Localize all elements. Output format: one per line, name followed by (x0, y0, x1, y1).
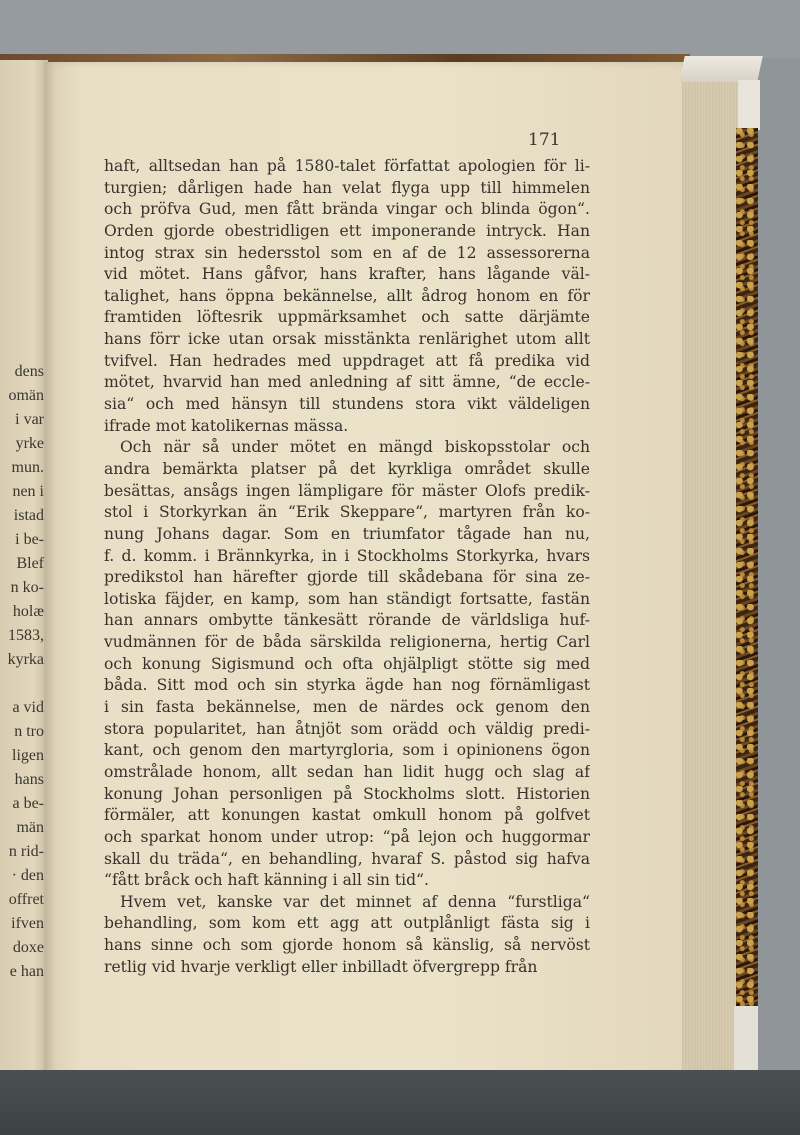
text-line: nung Johans dagar. Som en triumfator tågade han nu, (104, 524, 590, 543)
text-line: hans sinne och som gjorde honom så känslig, så nervöst (104, 936, 590, 955)
text-line: Och när så under mötet en mängd biskopsstolar och (120, 438, 590, 457)
left-page-fragment: e han (9, 963, 44, 980)
left-page-fragment: ifven (11, 915, 44, 932)
left-page-fragment: dens (14, 363, 44, 380)
text-line: retlig vid hvarje verkligt eller inbilladt öfvergrepp från (104, 957, 538, 976)
left-page-fragment: i var (15, 411, 44, 428)
text-line: och sparkat honom under utrop: “på lejon och huggormar (104, 827, 590, 846)
text-line: och konung Sigismund och ofta ohjälpligt stötte sig med (104, 654, 590, 673)
left-page-fragment: i be- (15, 531, 44, 548)
text-line: stol i Storkyrkan än “Erik Skeppare“, martyren från ko- (104, 503, 590, 522)
text-line: Orden gjorde obestridligen ett imponerande intryck. Han (104, 221, 590, 240)
left-page-fragment: n rid- (8, 843, 44, 860)
left-page-fragment: yrke (15, 435, 44, 452)
text-line: Hvem vet, kanske var det minnet af denna “furstliga“ (120, 892, 590, 911)
page-fore-edge (682, 64, 738, 1082)
text-line: turgien; dårligen hade han velat flyga upp till himmelen (104, 178, 590, 197)
text-line: i sin fasta bekännelse, men de närdes ock genom den (104, 698, 590, 717)
text-line: stora popularitet, han åtnjöt som orädd och väldig predi- (104, 719, 590, 738)
text-line: intog strax sin hedersstol som en af de 12 assessorerna (104, 243, 590, 262)
text-line: besättas, ansågs ingen lämpligare för mäster Olofs predik- (104, 481, 590, 500)
left-page-fragment: hans (14, 771, 44, 788)
left-page-fragment: mun. (11, 459, 44, 476)
text-line: han annars ombytte tänkesätt rörande de världsliga huf- (104, 611, 590, 630)
text-line: ifrade mot katolikernas mässa. (104, 416, 349, 435)
page-corner (679, 56, 763, 82)
left-page-fragment: Blef (16, 555, 44, 572)
text-line: konung Johan personligen på Stockholms slott. Historien (104, 784, 590, 803)
left-page-fragment: ligen (12, 747, 44, 764)
scan-background-top (0, 0, 800, 58)
text-line: talighet, hans öppna bekännelse, allt ådrog honom en för (104, 286, 590, 305)
text-line: omstrålade honom, allt sedan han lidit hugg och slag af (104, 762, 590, 781)
left-page-fragment: · den (11, 867, 44, 884)
endpaper-bottom (734, 1006, 758, 1072)
text-line: vudmännen för de båda särskilda religionerna, hertig Carl (104, 633, 590, 652)
left-page-fragment: offret (8, 891, 44, 908)
endpaper-top (738, 80, 760, 130)
text-line: och pröfva Gud, men fått brända vingar och blinda ögon“. (104, 200, 590, 219)
text-line: andra bemärkta platser på det kyrkliga området skulle (104, 459, 590, 478)
text-line: predikstol han härefter gjorde till skådebana för sina ze- (104, 568, 590, 587)
text-line: vid mötet. Hans gåfvor, hans krafter, hans lågande väl- (104, 265, 590, 284)
text-line: haft, alltsedan han på 1580-talet författat apologien för li- (104, 157, 590, 175)
left-page-fragment: doxe (12, 939, 44, 956)
text-line: “fått bråck och haft känning i all sin tid“. (104, 871, 429, 890)
left-page-fragment: omän (8, 387, 44, 404)
left-page-fragment: 1583, (8, 627, 44, 644)
text-line: f. d. komm. i Brännkyrka, in i Stockholms Storkyrka, hvars (104, 546, 590, 565)
marbled-board (736, 128, 758, 1010)
text-line: lotiska fäjder, en kamp, som han ständigt fortsatte, fastän (104, 589, 590, 608)
left-page-fragment: a be- (12, 795, 44, 812)
text-line: framtiden löftesrik uppmärksamhet och satte därjämte (104, 308, 590, 327)
left-page-fragment: kyrka (7, 651, 44, 668)
left-page-fragment: n ko- (10, 579, 44, 596)
left-page-fragment: nen i (12, 483, 44, 500)
text-line: kant, och genom den martyrgloria, som i opinionens ögon (104, 741, 590, 760)
text-line: sia“ och med hänsyn till stundens stora vikt väldeligen (104, 395, 590, 414)
text-line: behandling, som kom ett agg att outplånligt fästa sig i (104, 914, 590, 933)
left-page-fragment: män (16, 819, 44, 836)
left-page-fragment: a vid (12, 699, 44, 716)
scan-background-bottom (0, 1070, 800, 1135)
text-line: hans förr icke utan orsak misstänkta renlärighet utom allt (104, 330, 590, 349)
text-line: mötet, hvarvid han med anledning af sitt ämne, “de eccle- (104, 373, 590, 392)
left-page-fragment: istad (13, 507, 44, 524)
page-number: 171 (528, 130, 561, 150)
text-line: båda. Sitt mod och sin styrka ägde han nog förnämligast (104, 676, 590, 695)
left-page-fragment: n tro (14, 723, 44, 740)
text-line: förmäler, att konungen kastat omkull honom på golfvet (104, 806, 590, 825)
page-text (104, 156, 590, 978)
text-line: tvifvel. Han hedrades med uppdraget att få predika vid (104, 351, 590, 370)
text-line: skall du träda“, en behandling, hvaraf S. påstod sig hafva (104, 849, 590, 868)
left-facing-page (0, 60, 48, 1082)
left-page-fragment: holæ (12, 603, 44, 620)
